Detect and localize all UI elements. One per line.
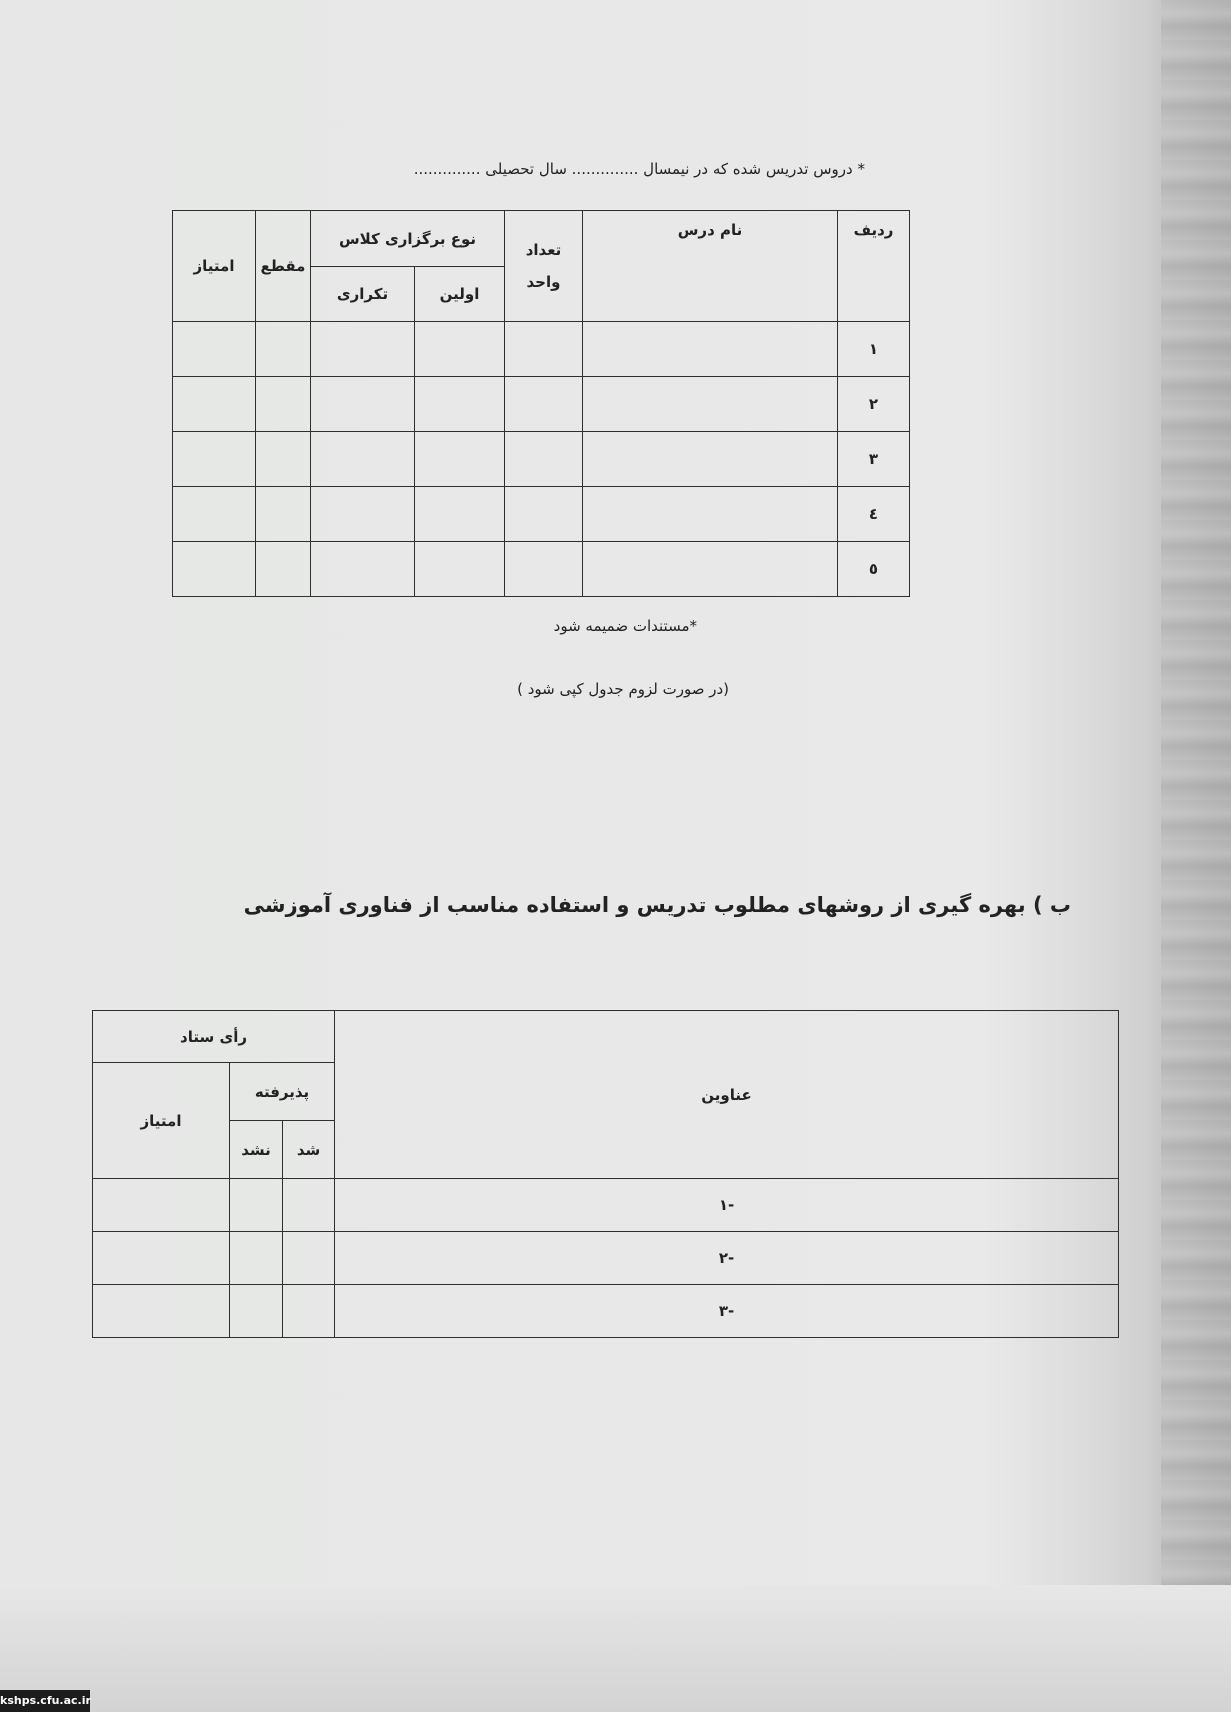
cell-course-name[interactable]	[583, 542, 838, 597]
attach-documents-note: *مستندات ضمیمه شود	[553, 617, 697, 635]
copy-table-note: (در صورت لزوم جدول کپی شود )	[517, 680, 729, 698]
cell-course-name[interactable]	[583, 432, 838, 487]
subheader-repeat: تکراری	[311, 267, 415, 322]
cell-accepted-no[interactable]	[230, 1179, 283, 1232]
cell-accepted-no[interactable]	[230, 1232, 283, 1285]
cell-score[interactable]	[173, 432, 256, 487]
cell-accepted-yes[interactable]	[283, 1179, 335, 1232]
cell-repeat[interactable]	[311, 322, 415, 377]
cell-score[interactable]	[173, 322, 256, 377]
cell-course-name[interactable]	[583, 487, 838, 542]
cell-repeat[interactable]	[311, 542, 415, 597]
table-row	[173, 487, 910, 542]
table-row	[173, 432, 910, 487]
cell-accepted-yes[interactable]	[283, 1232, 335, 1285]
table-row	[173, 322, 910, 377]
cell-score[interactable]	[173, 377, 256, 432]
cell-score[interactable]	[93, 1232, 230, 1285]
courses-table	[172, 210, 910, 597]
header-accepted: پذیرفته	[230, 1063, 335, 1121]
cell-repeat[interactable]	[311, 377, 415, 432]
cell-units[interactable]	[505, 432, 583, 487]
subheader-accepted-no: نشد	[230, 1121, 283, 1179]
header-units-line1: تعداد	[525, 241, 562, 259]
header-score: امتیاز	[93, 1063, 230, 1179]
header-course-name: نام درس	[583, 211, 838, 322]
subheader-accepted-yes: شد	[283, 1121, 335, 1179]
cell-score[interactable]	[93, 1179, 230, 1232]
cell-course-name[interactable]	[583, 377, 838, 432]
cell-units[interactable]	[505, 377, 583, 432]
cell-level[interactable]	[256, 432, 311, 487]
row-label: -۱	[335, 1179, 1119, 1232]
row-number: ۳	[838, 432, 910, 487]
cell-score[interactable]	[93, 1285, 230, 1338]
cell-level[interactable]	[256, 487, 311, 542]
cell-units[interactable]	[505, 322, 583, 377]
cell-score[interactable]	[173, 487, 256, 542]
scan-edge-shadow	[1161, 0, 1231, 1712]
row-number: ٤	[838, 487, 910, 542]
header-units	[505, 211, 583, 322]
subheader-first-time: اولین	[415, 267, 505, 322]
cell-units[interactable]	[505, 542, 583, 597]
cell-repeat[interactable]	[311, 487, 415, 542]
cell-level[interactable]	[256, 322, 311, 377]
cell-first-time[interactable]	[415, 377, 505, 432]
semester-header-line: * دروس تدریس شده که در نیمسال .............. سال تحصیلی ..............	[413, 160, 865, 178]
header-units-line2: واحد	[526, 273, 561, 291]
cell-course-name[interactable]	[583, 322, 838, 377]
cell-accepted-no[interactable]	[230, 1285, 283, 1338]
table-row	[93, 1179, 1119, 1232]
row-number: ٥	[838, 542, 910, 597]
cell-repeat[interactable]	[311, 432, 415, 487]
cell-score[interactable]	[173, 542, 256, 597]
cell-first-time[interactable]	[415, 322, 505, 377]
header-class-type: نوع برگزاری کلاس	[311, 211, 505, 267]
cell-units[interactable]	[505, 487, 583, 542]
header-row-number: ردیف	[838, 211, 910, 322]
row-label: -۳	[335, 1285, 1119, 1338]
cell-first-time[interactable]	[415, 487, 505, 542]
scan-bottom-band	[0, 1585, 1231, 1712]
row-number: ۲	[838, 377, 910, 432]
row-number: ۱	[838, 322, 910, 377]
table-row	[93, 1285, 1119, 1338]
teaching-methods-table	[92, 1010, 1119, 1338]
section-b-title: ب ) بهره گیری از روشهای مطلوب تدریس و استفاده مناسب از فناوری آموزشی	[243, 893, 1071, 917]
header-level: مقطع	[256, 211, 311, 322]
site-watermark: kshps.cfu.ac.ir	[0, 1690, 90, 1712]
header-titles: عناوین	[335, 1011, 1119, 1179]
table-row	[93, 1232, 1119, 1285]
table-row	[173, 542, 910, 597]
table-row	[173, 377, 910, 432]
row-label: -۲	[335, 1232, 1119, 1285]
cell-first-time[interactable]	[415, 432, 505, 487]
cell-accepted-yes[interactable]	[283, 1285, 335, 1338]
header-committee-vote: رأی ستاد	[93, 1011, 335, 1063]
header-score: امتیاز	[173, 211, 256, 322]
cell-level[interactable]	[256, 542, 311, 597]
cell-level[interactable]	[256, 377, 311, 432]
cell-first-time[interactable]	[415, 542, 505, 597]
